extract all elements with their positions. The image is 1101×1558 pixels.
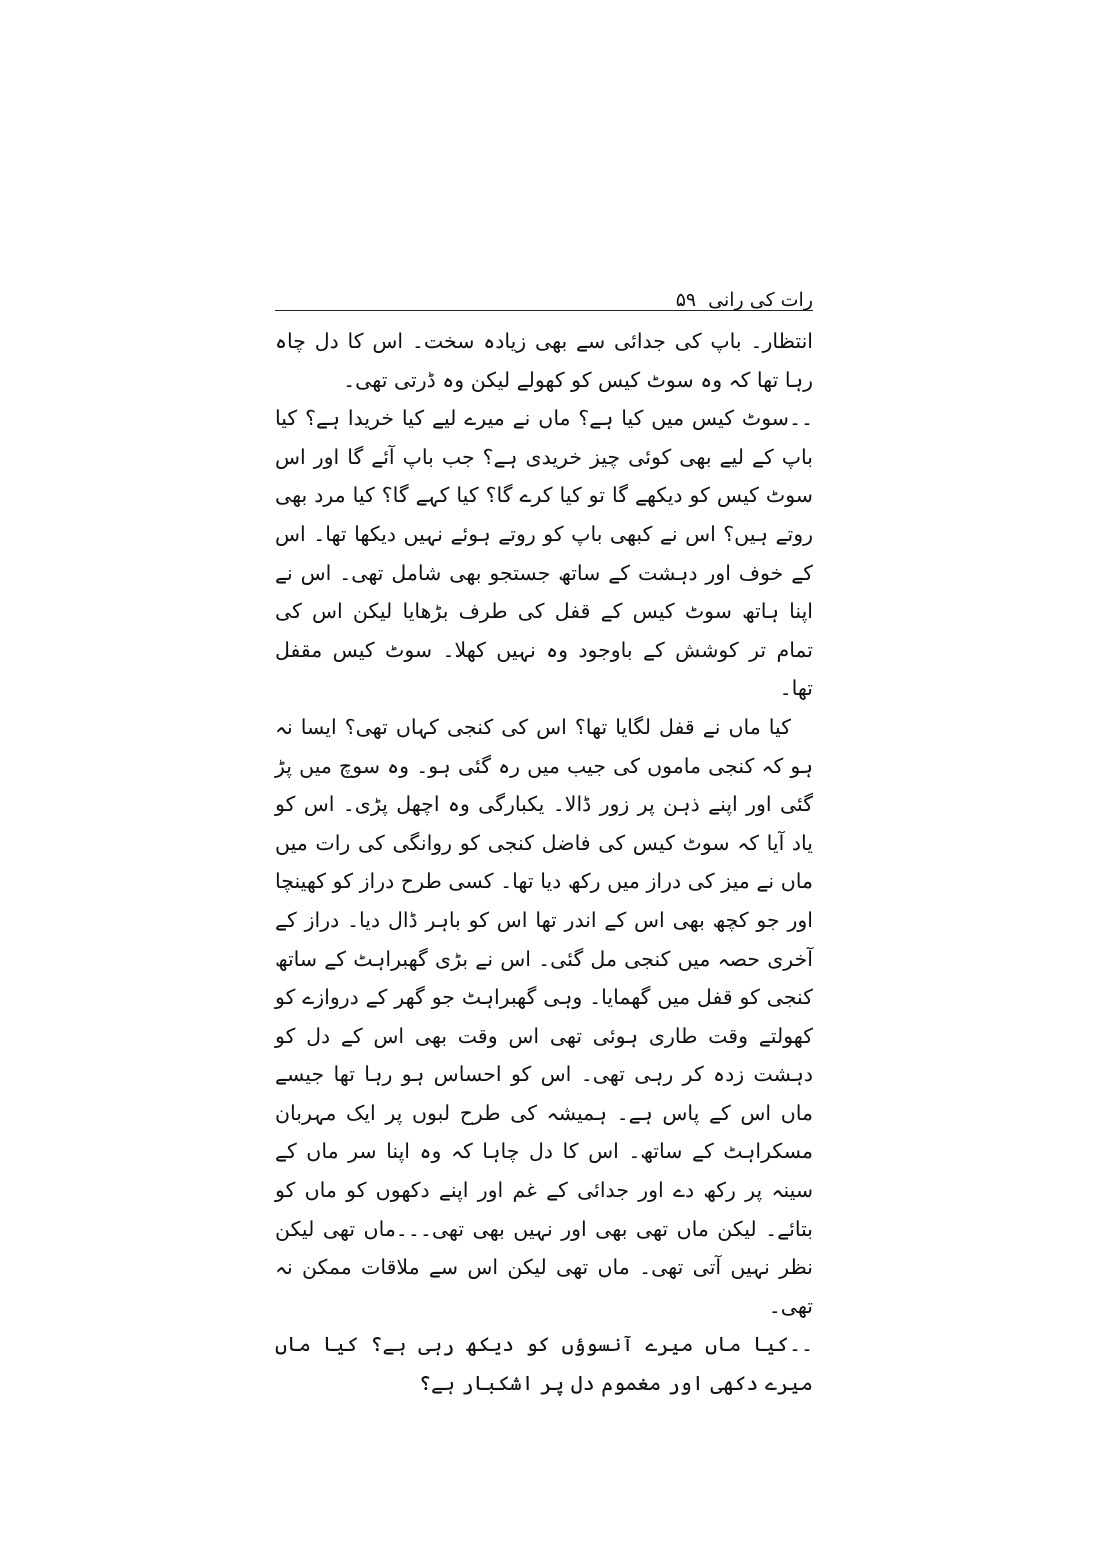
paragraph-4: ۔۔کیا ماں میرے آنسوؤں کو دیکھ رہی ہے؟ کیا ماں میرے دکھی اور مغموم دل پر اشکبار ہے؟ — [275, 1332, 813, 1396]
book-title: رات کی رانی — [708, 289, 813, 311]
paragraph-2: ۔۔سوٹ کیس میں کیا ہے؟ ماں نے میرے لیے کیا خریدا ہے؟ کیا باپ کے لیے بھی کوئی چیز خریدی ہے؟ جب باپ آئے گا اور اس سوٹ کیس کو دیکھے گا تو کیا کرے گا؟ کیا کہے گا؟ کیا مرد بھی روتے ہیں؟ اس نے کبھی باپ کو روتے ہوئے نہیں دیکھا تھا۔ اس کے خوف اور دہشت کے ساتھ جستجو بھی شامل تھی۔ اس نے اپنا ہاتھ سوٹ کیس کے قفل کی طرف بڑھایا لیکن اس کی تمام تر کوشش کے باوجود وہ نہیں کھلا۔ سوٹ کیس مقفل تھا۔ — [275, 406, 813, 701]
paragraph-3: کیا ماں نے قفل لگایا تھا؟ اس کی کنجی کہاں تھی؟ ایسا نہ ہو کہ کنجی ماموں کی جیب میں رہ گئی ہو۔ وہ سوچ میں پڑ گئی اور اپنے ذہن پر زور ڈالا۔ یکبارگی وہ اچھل پڑی۔ اس کو یاد آیا کہ سوٹ کیس کی فاضل کنجی کو روانگی کی رات میں ماں نے میز کی دراز میں رکھ دیا تھا۔ کسی طرح دراز کو کھینچا اور جو کچھ بھی اس کے اندر تھا اس کو باہر ڈال دیا۔ دراز کے آخری حصہ میں کنجی مل گئی۔ اس نے بڑی گھبراہٹ کے ساتھ کنجی کو قفل میں گھمایا۔ وہی گھبراہٹ جو گھر کے دروازے کو کھولتے وقت طاری ہوئی تھی اس وقت بھی اس کے دل کو دہشت زدہ کر رہی تھی۔ اس کو احساس ہو رہا تھا جیسے ماں اس کے پاس ہے۔ ہمیشہ کی طرح لبوں پر ایک مہربان مسکراہٹ کے ساتھ۔ اس کا دل چاہا کہ وہ اپنا سر ماں کے سینہ پر رکھ دے اور جدائی کے غم اور اپنے دکھوں کو ماں کو بتائے۔ لیکن ماں تھی بھی اور نہیں بھی تھی۔۔۔ماں تھی لیکن نظر نہیں آتی تھی۔ ماں تھی لیکن اس سے ملاقات ممکن نہ تھی۔ — [275, 714, 813, 1318]
header-rule — [275, 310, 813, 311]
paragraph-1: انتظار۔ باپ کی جدائی سے بھی زیادہ سخت۔ اس کا دل چاہ رہا تھا کہ وہ سوٹ کیس کو کھولے لیکن وہ ڈرتی تھی۔ — [275, 329, 813, 392]
body-text — [275, 322, 813, 1403]
page-number: ۵۹ — [675, 289, 697, 311]
running-header — [275, 282, 813, 312]
